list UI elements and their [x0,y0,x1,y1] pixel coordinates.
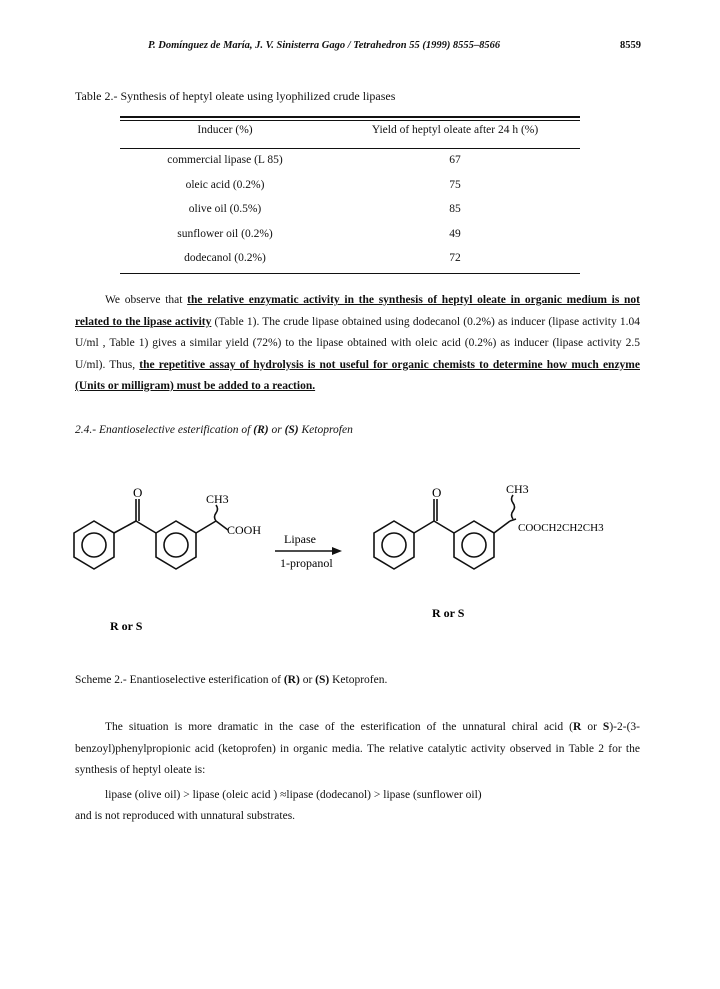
table-cell: 49 [449,227,461,240]
bond [114,521,136,533]
emphasis-text: the repetitive assay of hydrolysis is not useful for organic chemists to determine how much enzyme (Units or milligram) must be added to a reaction. [75,358,640,392]
bond [414,521,434,533]
methyl-label: CH3 [206,492,229,506]
bond [494,521,510,533]
table-top-rule [120,116,580,118]
table-2 [120,120,580,271]
benzene-ring [374,521,414,569]
reaction-scheme [70,475,650,645]
header-citation: P. Domínguez de María, J. V. Sinisterra Gago / Tetrahedron 55 (1999) 8555–8566 [148,40,501,51]
bond [136,521,156,533]
paragraph-end: and is not reproduced with unnatural substrates. [75,810,296,822]
scheme-caption: Scheme 2.- Enantioselective esterification of (R) or (S) Ketoprofen. [75,674,388,686]
table-row [120,222,580,247]
activity-order: lipase (olive oil) > lipase (oleic acid ) ≈lipase (dodecanol) > lipase (sunflower oil) [105,789,482,801]
table-cell: 67 [449,154,461,167]
table-cell: commercial lipase (L 85) [167,154,283,167]
emphasis-text: the relative enzymatic activity in the synthesis of heptyl oleate in organic medium is not related to the lipase activity [75,294,640,328]
ester-structure [374,495,516,569]
table-cell: olive oil (0.5%) [188,203,262,216]
carboxyl-label: COOH [227,523,262,537]
paragraph-ketoprofen: The situation is more dramatic in the case of the esterification of the unnatural chiral acid (R or S)-2-(3-benzoyl)phenylpropionic acid (ketoprofen) in organic media. The relative catalytic activity observed in Table 2 for the synthesis of heptyl oleate is: [75,721,640,776]
aromatic-circle [82,533,106,557]
stereo-label-left: R or S [110,619,143,633]
aromatic-circle [462,533,486,557]
wavy-bond [215,505,218,521]
column-header: Yield of heptyl oleate after 24 h (%) [371,124,539,136]
running-header [0,40,720,60]
paragraph-relative-activity: We observe that the relative enzymatic activity in the synthesis of heptyl oleate in organic medium is not related to the lipase activity (Table 1). The crude lipase obtained using dodecanol (0.2%) as inducer (lipase activity 1.04 U/ml , Table 1) gives a similar yield (72%) to the lipase obtained with oleic acid (0.2%) as inducer (lipase activity 2.5 U/ml). Thus, the repetitive assay of hydrolysis is not useful for organic chemists to determine how much enzyme (Units or milligram) must be added to a reaction. [75,294,640,392]
table-header-rule [120,148,580,149]
table-cell: 85 [449,203,461,216]
wavy-bond [512,495,515,519]
section-heading: 2.4.- Enantioselective esterification of (R) or (S) Ketoprofen [75,424,353,436]
table-cell: dodecanol (0.2%) [184,252,266,265]
solvent-label: 1-propanol [280,556,333,570]
table-cell: sunflower oil (0.2%) [177,227,273,240]
bond [196,521,216,533]
oxygen-label: O [432,485,442,500]
aromatic-circle [382,533,406,557]
methyl-label: CH3 [506,482,529,496]
table-bottom-rule [120,273,580,274]
page-number: 8559 [620,40,641,51]
benzene-ring [454,521,494,569]
table-caption: Table 2.- Synthesis of heptyl oleate using lyophilized crude lipases [75,89,396,103]
reagent-label: Lipase [284,532,316,546]
reaction-arrow [275,547,342,555]
table-row [120,173,580,198]
table-header-row [120,120,580,140]
table-row [120,148,580,173]
benzene-ring [74,521,114,569]
bond [434,521,454,533]
table-row [120,197,580,222]
benzene-ring [156,521,196,569]
table-cell: oleic acid (0.2%) [185,178,265,191]
table-row [120,246,580,271]
ketoprofen-structure [74,499,228,569]
aromatic-circle [164,533,188,557]
stereo-label-right: R or S [432,606,465,620]
bond [510,519,516,521]
ester-label: COOCH2CH2CH3 [518,522,604,534]
table-cell: 72 [449,252,461,265]
oxygen-label: O [133,485,143,500]
table-cell: 75 [449,178,461,191]
column-header: Inducer (%) [197,124,253,136]
